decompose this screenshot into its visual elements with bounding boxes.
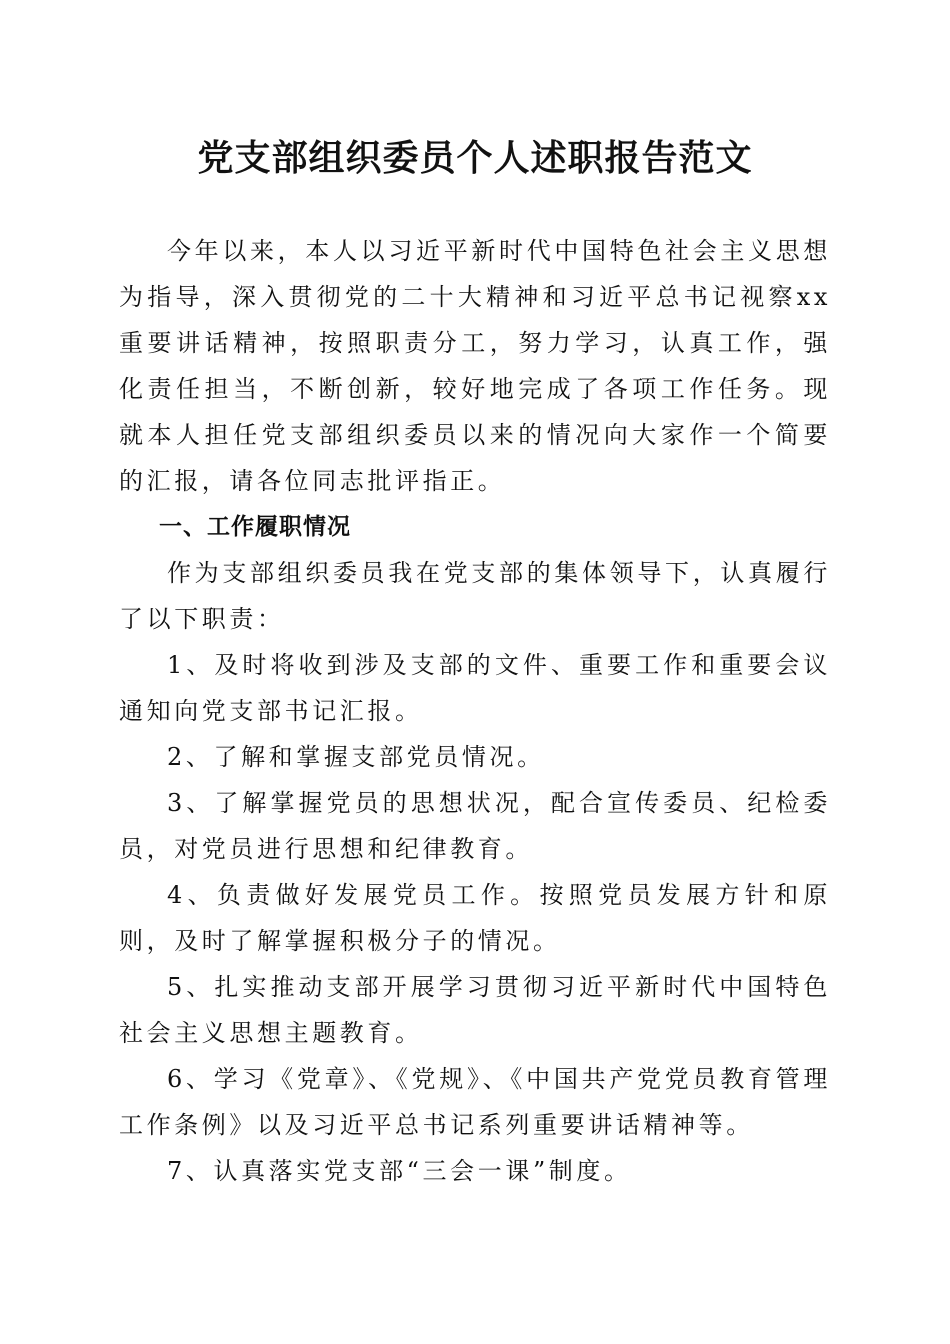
section-lead-paragraph: 作为支部组织委员我在党支部的集体领导下，认真履行了以下职责： <box>119 559 831 633</box>
duty-item-2: 2、了解和掌握支部党员情况。 <box>167 743 545 771</box>
duty-item-3: 3、了解掌握党员的思想状况，配合宣传委员、纪检委员，对党员进行思想和纪律教育。 <box>119 789 831 863</box>
duty-item-1: 1、及时将收到涉及支部的文件、重要工作和重要会议通知向党支部书记汇报。 <box>119 651 831 725</box>
section-heading: 一、工作履职情况 <box>159 514 351 540</box>
duty-item-4: 4、负责做好发展党员工作。按照党员发展方针和原则，及时了解掌握积极分子的情况。 <box>119 881 831 955</box>
duty-item-6: 6、学习《党章》、《党规》、《中国共产党党员教育管理工作条例》以及习近平总书记系列重要讲话精神等。 <box>119 1065 831 1139</box>
intro-paragraph: 今年以来，本人以习近平新时代中国特色社会主义思想为指导，深入贯彻党的二十大精神和习近平总书记视察xx重要讲话精神，按照职责分工，努力学习，认真工作，强化责任担当，不断创新，较好地完成了各项工作任务。现就本人担任党支部组织委员以来的情况向大家作一个简要的汇报，请各位同志批评指正。 <box>119 237 831 495</box>
duty-item-7: 7、认真落实党支部“三会一课”制度。 <box>167 1157 632 1185</box>
document-title: 党支部组织委员个人述职报告范文 <box>197 137 753 179</box>
document-body <box>119 228 831 1194</box>
duty-item-5: 5、扎实推动支部开展学习贯彻习近平新时代中国特色社会主义思想主题教育。 <box>119 973 831 1047</box>
